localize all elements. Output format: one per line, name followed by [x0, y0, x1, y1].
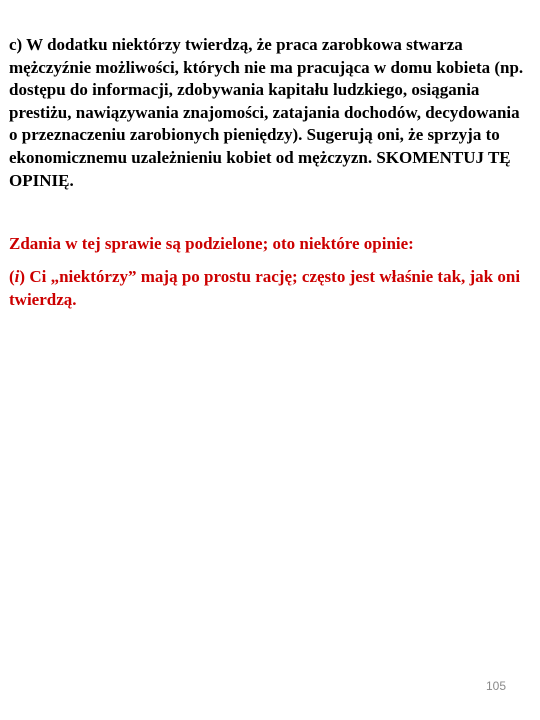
answer-point-paragraph [9, 266, 531, 311]
answer-intro-paragraph: Zdania w tej sprawie są podzielone; oto niektóre opinie: [9, 234, 414, 253]
question-paragraph: c) W dodatku niektórzy twierdzą, że praca zarobkowa stwarza mężczyźnie możliwości, których nie ma pracująca w domu kobieta (np. dostępu do informacji, zdobywania kapitału ludzkiego, osiągania prestiżu, nawiązywania znajomości, zatajania dochodów, decydowania o przeznaczeniu zarobionych pieniędzy). Sugerują oni, że sprzyja to ekonomicznemu uzależnieniu kobiet od mężczyzn. SKOMENTUJ TĘ OPINIĘ. [9, 35, 524, 190]
marker-close-paren: ) [19, 267, 26, 286]
answer-point-text: Ci „niektórzy” mają po prostu rację; często jest właśnie tak, jak oni twierdzą. [9, 267, 521, 309]
marker-open-paren: ( [9, 267, 15, 286]
page-number: 105 [485, 679, 506, 693]
marker-roman-numeral: i [14, 267, 20, 286]
answer-point-marker [9, 267, 25, 286]
